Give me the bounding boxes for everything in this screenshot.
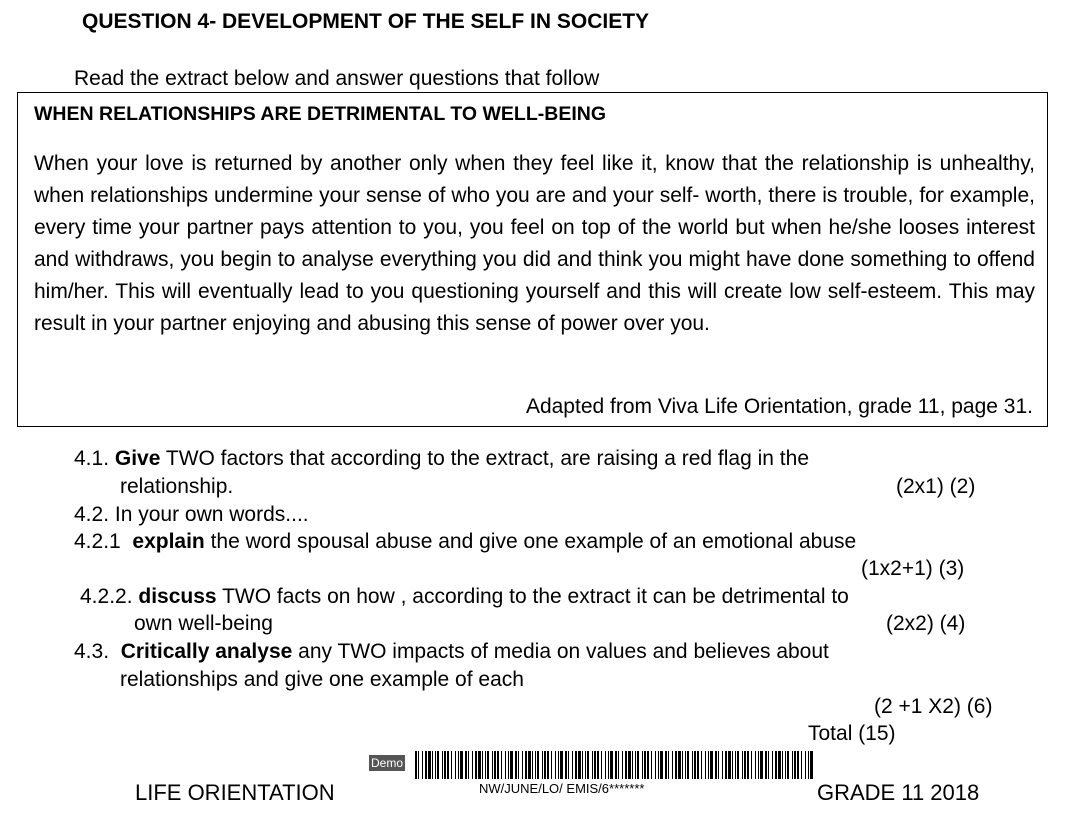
barcode-bar (742, 751, 743, 779)
question-number: 4.2.1 (74, 530, 121, 553)
barcode-bar (455, 751, 456, 779)
barcode-bar (497, 751, 499, 779)
barcode-bar (728, 751, 731, 779)
barcode-bar (672, 751, 673, 779)
barcode-bar (647, 751, 649, 779)
extract-source: Adapted from Viva Life Orientation, grade 11, page 31. (525, 395, 1033, 418)
barcode-bar (592, 751, 593, 779)
barcode-bar (460, 751, 463, 779)
barcode-bar (542, 751, 543, 779)
extract-body: When your love is returned by another only when they feel like it, know that the relationship is unhealthy, when relationships undermine your sense of who you are and your self- worth, there is trouble, for example, every time your partner pays attention to you, you feel on top of the world but when he/she looses interest and withdraws, you begin to analyse everything you did and think you might have done something to offend him/her. This will eventually lead to you questioning yourself and this will create low self-esteem. This may result in your partner enjoying and abusing this sense of power over you. (34, 152, 1035, 335)
barcode-bar (697, 751, 699, 779)
barcode-bar (608, 751, 609, 779)
barcode-bar (451, 751, 452, 779)
barcode-bar (782, 751, 783, 779)
barcode-bar (472, 751, 473, 779)
barcode-bar (444, 751, 446, 779)
question-4-2-1-marks: (1x2+1) (3) (861, 557, 965, 580)
barcode-bar (494, 751, 496, 779)
barcode-bar (744, 751, 746, 779)
instruction-text: Read the extract below and answer questions that follow (74, 67, 600, 90)
total-marks: Total (15) (808, 722, 896, 745)
barcode-bar (482, 751, 483, 779)
question-4-2-1 (74, 530, 856, 554)
question-text: TWO facts on how , according to the extract it can be detrimental to (216, 585, 849, 608)
barcode-bar (425, 751, 427, 779)
extract-title: WHEN RELATIONSHIPS ARE DETRIMENTAL TO WELL-BEING (34, 103, 606, 125)
barcode-bar (565, 751, 567, 779)
barcode-bar (810, 751, 813, 779)
question-4-2-2-continued: own well-being (134, 612, 273, 635)
barcode-bar (487, 751, 489, 779)
barcode-bar (628, 751, 631, 779)
question-4-3-continued: relationships and give one example of each (120, 668, 524, 691)
barcode-bar (658, 751, 659, 779)
barcode-bar (551, 751, 552, 779)
barcode-bar (725, 751, 727, 779)
barcode-bar (768, 751, 769, 779)
barcode-bar (794, 751, 796, 779)
barcode-bar (635, 751, 636, 779)
barcode-bar (518, 751, 519, 779)
barcode-bar (805, 751, 806, 779)
question-verb: explain (132, 530, 205, 553)
barcode-bar (505, 751, 506, 779)
question-verb: Give (114, 447, 161, 470)
barcode-bar (682, 751, 683, 779)
barcode-bar (578, 751, 581, 779)
barcode-bar (582, 751, 583, 779)
barcode-bar (735, 751, 736, 779)
barcode-bar (651, 751, 652, 779)
barcode-bar (694, 751, 696, 779)
barcode-bar (528, 751, 531, 779)
question-4-2-2-marks: (2x2) (4) (886, 612, 966, 635)
barcode-bar (765, 751, 767, 779)
barcode-bar (615, 751, 617, 779)
barcode-bar (468, 751, 469, 779)
barcode-bar (522, 751, 523, 779)
barcode-bar (587, 751, 589, 779)
barcode-bar (594, 751, 596, 779)
question-verb: discuss (138, 585, 217, 608)
barcode-bar (537, 751, 539, 779)
barcode-bar (755, 751, 756, 779)
barcode-bar (747, 751, 749, 779)
barcode-bar (797, 751, 799, 779)
barcode-bar (478, 751, 481, 779)
barcode (369, 751, 816, 779)
barcode-bar (778, 751, 781, 779)
barcode-bar (458, 751, 459, 779)
barcode-bar (710, 751, 713, 779)
barcode-bar (501, 751, 502, 779)
barcode-bar (708, 751, 709, 779)
question-text: TWO factors that according to the extract, are raising a red flag in the (160, 447, 809, 470)
barcode-bar (597, 751, 599, 779)
barcode-bar (610, 751, 613, 779)
question-number: 4.3. (74, 640, 110, 663)
barcode-bar (737, 751, 739, 779)
barcode-bar (568, 751, 569, 779)
question-4-2: 4.2. In your own words.... (74, 503, 309, 526)
barcode-bar (622, 751, 623, 779)
question-text: the word spousal abuse and give one example of an emotional abuse (204, 530, 857, 553)
barcode-bar (585, 751, 586, 779)
question-4-2-2 (80, 585, 849, 609)
barcode-bar (418, 751, 419, 779)
barcode-bar (801, 751, 802, 779)
barcode-bar (642, 751, 643, 779)
barcode-bar (485, 751, 486, 779)
barcode-bar (718, 751, 719, 779)
barcode-bar (715, 751, 717, 779)
question-4-1 (74, 447, 809, 471)
barcode-bar (787, 751, 789, 779)
question-number: 4.2.2. (80, 585, 133, 608)
barcode-bar (637, 751, 639, 779)
footer-subject: LIFE ORIENTATION (135, 780, 335, 805)
barcode-bar (772, 751, 773, 779)
question-4-1-continued: relationship. (120, 475, 234, 498)
question-text: any TWO impacts of media on values and believes about (292, 640, 829, 663)
barcode-bar (660, 751, 663, 779)
question-heading: QUESTION 4- DEVELOPMENT OF THE SELF IN SOCIETY (82, 10, 650, 33)
barcode-bar (558, 751, 559, 779)
barcode-bar (515, 751, 517, 779)
barcode-bar (692, 751, 693, 779)
document-code: NW/JUNE/LO/ EMIS/6******* (479, 781, 645, 796)
barcode-bar (655, 751, 656, 779)
question-4-3 (74, 640, 829, 664)
barcode-bar (415, 751, 417, 779)
barcode-bar (701, 751, 702, 779)
barcode-bar (601, 751, 602, 779)
barcode-bar (437, 751, 439, 779)
question-4-3-marks: (2 +1 X2) (6) (874, 695, 993, 718)
barcode-bar (442, 751, 443, 779)
barcode-bar (510, 751, 513, 779)
question-number: 4.1. (74, 447, 110, 470)
barcode-bar (447, 751, 449, 779)
barcode-bar (555, 751, 556, 779)
question-4-1-marks: (2x1) (2) (896, 475, 976, 498)
barcode-bar (535, 751, 536, 779)
barcode-bar (687, 751, 689, 779)
barcode-bar (547, 751, 549, 779)
question-verb: Critically analyse (120, 640, 293, 663)
barcode-bar (760, 751, 763, 779)
barcode-bar (705, 751, 706, 779)
barcode-bar (665, 751, 667, 779)
barcode-bar (751, 751, 752, 779)
barcode-bar (808, 751, 809, 779)
barcode-bar (492, 751, 493, 779)
barcode-bar (560, 751, 563, 779)
barcode-bar (432, 751, 433, 779)
barcode-bar (572, 751, 573, 779)
barcode-bar (575, 751, 577, 779)
footer-grade: GRADE 11 2018 (817, 780, 980, 805)
barcode-bar (465, 751, 467, 779)
barcode-bar (508, 751, 509, 779)
barcode-bar (422, 751, 423, 779)
barcode-bar (775, 751, 777, 779)
demo-tag: Demo (371, 756, 404, 770)
barcode-bar (428, 751, 431, 779)
barcode-bar (605, 751, 606, 779)
barcode-bar (525, 751, 527, 779)
barcode-bar (532, 751, 533, 779)
barcode-bar (644, 751, 646, 779)
barcode-bar (792, 751, 793, 779)
barcode-bar (758, 751, 759, 779)
barcode-bar (668, 751, 669, 779)
barcode-bar (618, 751, 619, 779)
barcode-bar (675, 751, 677, 779)
barcode-bar (678, 751, 681, 779)
barcode-bar (435, 751, 436, 779)
barcode-bar (785, 751, 786, 779)
barcode-bar (625, 751, 627, 779)
barcode-bar (475, 751, 477, 779)
barcode-bar (685, 751, 686, 779)
barcode-bar (732, 751, 733, 779)
barcode-bar (544, 751, 546, 779)
barcode-graphic (369, 751, 816, 779)
extract-box (17, 92, 1048, 427)
barcode-bar (722, 751, 723, 779)
barcode-bar (632, 751, 633, 779)
